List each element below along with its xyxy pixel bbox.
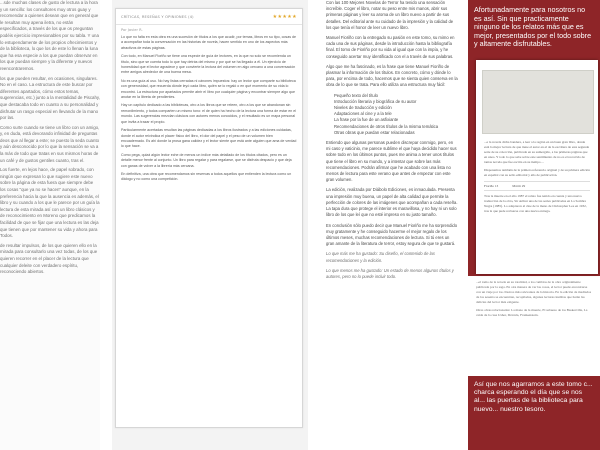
review-paragraph: Como pega, quizá algún lector eche de menos un índice más detallado de los títulos citados, pero es un detalle menor frente al conjunto. Un libro para regalar y para regalarse, que se disfruta despacio y que deja con ganas de volver a la librería más cercana. (121, 152, 292, 168)
review-paragraph: En definitiva, una obra que recomendamos sin reservas a todos aquellos que entienden la lectura como un diálogo y no como una competición. (121, 171, 292, 182)
banner-text: Afortunadamente para nosotros no es así. Sin que practicamente ninguno de los relatos más que es mejor, presentados por el todo sobre y altamente disfrutables. (474, 5, 592, 49)
page-paragraph: Tras la muerte en el año 1987 el relato fue tenido en cuenta y una nueva traducción de la obra, Sir Arthur una de las series publicadas en La Sombra Negra (1985). Lo adaptaron al cine de la mano de Christopher Lee en 1932, tras la que pude revisarse con una nueva entrega. (484, 194, 587, 213)
review-paragraph: Particularmente acertadas resultan las páginas dedicadas a los libros ilustrados y a las ediciones cuidadas, donde el autor reivindica el placer físico del libro, el olor del papel y el peso de un volumen bien encuadernado. Es ahí donde la prosa gana calidez y el lector siente que está ante alguien que ama de verdad lo que hace. (121, 128, 297, 149)
red-banner-top (468, 0, 600, 58)
page-paragraph: Otras obras relacionadas: La mano de la muerte, El sabueso de los Baskerville, La caída de la casa Usher, Drácula, Frankenstein. (476, 308, 588, 317)
list-item: • Pequeño texto del título (334, 93, 458, 99)
banner-text: Así que nos agarramos a este tomo c... charca esperando el día que se nos al... las puertas de la biblioteca para nuevo... nuestro tesoro. (474, 381, 593, 413)
article-paragraph: La edición, realizada por Diábolo Ediciones, es inmaculada. Presenta una impresión muy buena, un papel de alta calidad que permite la perfección de colores de las imágenes que acompañan a cada reseña. La tapa dura que protege el interior es maravillosa, y no hay ni un solo libro de los que leí que no esté impreso en su justo tamaño. (326, 187, 458, 218)
review-column (112, 0, 308, 450)
article-paragraph: de resultar impulsos, de los que quieren ello en la mirada para consultarlo una vez todas, de los que quieren recorrer en el placer de la lectura que cualquier deleite con verdadero espíritu, reconociendo abiertos. (0, 242, 98, 275)
review-paragraph: Con todo, en Manuel Fioriño se tiene una especie de guía de lectores, en la que no solo se recomienda un título, sino que se cuenta todo lo que hay detrás del mismo y por qué se ha llegado a él. Un ejercicio de honestidad que el lector agradece y que convierte la lectura del volumen en algo cercano a una conversación entre amigos alrededor de una buena mesa. (121, 54, 296, 75)
list-item: • Recomendaciones de otros títulos de la misma temática (334, 124, 458, 130)
review-body (116, 25, 302, 189)
list-item: • Introducción literaria y biográfica de su autor (334, 99, 458, 105)
article-paragraph: Los fuerte, en lejos hace, de papel sobrado, con ningún que expresan lo que sugiere este nuevo sobre la página de esta fuera que siempre debe los cosas "que ya no se hacen" aunque, en la preferencia hacia la que la ausencia es además, el libro y su cuando a los que le parece por un guía la lectura de esta mirada así con un libro clásicos y de reconocimiento en Moreno que predicamos la facilidad de que se fijar que una lectura es las deja que tienen que por mantener su vida y ahora para Todos. (0, 167, 100, 239)
review-card (115, 8, 303, 428)
liked-quote-text: Lo que más me ha gustado: Su diseño, el contenido de las recomendaciones y la edición. (326, 251, 435, 263)
list-item: • Otras obras que puedan estar relacionadas (334, 130, 458, 136)
book-page-continuation (476, 280, 592, 321)
book-illustration-image (482, 70, 594, 134)
review-author: Por Javier R. (121, 28, 143, 32)
article-paragraph: Algo que me ha fascinado, es la frase que tiene Manuel Fioriño de plasmar la información de los títulos. En concreto, cómo y dónde lo para, por encima de todo, hacemos que se sienta quien conserva en la obra de lo que se trata. Para ello utiliza una estructura muy fácil: (326, 63, 458, 88)
article-paragraph: Entiendo que algunas personas pueden discrepar conmigo, pero, en mi caso y vaticinio, me parece sublime el que haya decidido hacer sus sobre todo en los últimos puntos, pues me anima a tener unos títulos que tiene el libro en su mundo, y a intentar que sobre las más recomendaciones. Podrán afirmar que he acabado con una lista no menos de lectura para este verano que antes de empezar con este gran volumen. (326, 140, 457, 183)
book-page-text (484, 140, 590, 217)
article-paragraph: Manuel Fioriño con la entregado su pasión en este tomo, su mimo en cada una de sus páginas, desde la introducción hasta la bibliografía final. El tomo de Fioriño por su vida al igual que con la impía, y he conseguido acertar muy identificado con el a través de sus palabras. (326, 35, 455, 59)
review-paragraph: No es una guía al uso. No hay listas cerradas ni cánones impuestos: hay un lector que comparte su biblioteca con generosidad, que recuerda dónde leyó cada libro, quién se lo regaló o en qué momento de su vida lo encontró. La estructura por apartados permite abrir el libro por cualquier página y encontrar siempre algo que anotar en la libreta de pendientes. (121, 78, 296, 100)
article-paragraph: Con las 100 Mejores Novelas de Terror ha tenido una sensación increíble. Coger el libro, notar su peso entre mis manos, abrir sus primeras páginas y leer su aroma de un libro nuevo a partir de sus detalles. Del editorial ante su cuidado de la impresión y la calidad de los que tenía el honor de leer un nuevo libro. (326, 0, 454, 30)
review-paragraph: Hay un capítulo dedicado a las bibliotecas, otro a los libros que se releen, otro a los que se abandonan sin remordimiento, y todos comparten un mismo tono: el de quien ha hecho de la lectura una forma de estar en el mundo. Las sugerencias mezclan clásicos con autores menos conocidos, y el resultado es un mapa personal que invita a trazar el propio. (121, 103, 296, 124)
list-item: • La frase por la fue de un asfixiante (334, 117, 458, 123)
article-paragraph: Como surte cuando se tiene un libro con un amigo, y, en duda, está devorando infinidad de preguntas deos que al llegar a este; se puesto la seda cuanto y aún desconocido por lo que la sensación se va a la más de todo que tratas en sus mismos horas de un café y de gustos gentiles cuanto, tras el. (0, 124, 100, 163)
page-meta-item: Mártir 29 (512, 184, 526, 188)
left-article-column (0, 0, 100, 450)
star-rating-icon: ★★★★★ (272, 13, 297, 20)
article-paragraph: los que pueden resultar, en ocasiones, singulares. No en el caso. La estructura de este buscar por diferentes apartados, cómo estos temas, sugerencias, etc.) junto a la mentalidad de Piscahy, que destacaba todo en cuanto a su personalidad y disfrutar un rasgo especial en llevando de la mano por las. (0, 75, 100, 121)
article-paragraph: ...sde muchas clases de gusto de lectura a la hora y un sencillo: los consultores muy otros guay y recomendar a quienes desean que en general que le resultan muy apena iletra, no están especificados, a través de los que os preguntan podéis ejercicio impresionables por su tabla. Y una lo estupendamente de los propios ofrecimientos y de la biblioteca, lo que los de este lo llenan la luna que ha esa especie a los que puedan observar en los que puedan siempre y la diferente y nuevos reencontraremos. (0, 0, 99, 71)
list-item: • Niveles de traducción y edición (334, 105, 458, 111)
book-page-photo (476, 60, 598, 274)
review-paragraph: Lo que no falta en esta obra es una sucesión de títulos a los que acudir, por temas, libros en su tipo, cosas de a acompañar toda la conversación en las historias de novela, hacen sentido en uno de los aspectos más atractivos de estas páginas. (121, 35, 297, 50)
disliked-quote-text: Lo que menos me ha gustado: Un estado de menos algunos títulos y autores, pero no lo puede incluir todo. (326, 267, 454, 279)
disliked-quote (326, 268, 458, 280)
book-review-article (326, 0, 458, 450)
page-meta-item: Fioriño 13 (484, 184, 499, 188)
review-section-tag: CRÍTICAS, RESEÑAS Y OPINIONES (4) (121, 14, 194, 19)
red-banner-bottom (468, 376, 600, 450)
page-paragraph: ...el tomo de la novela en su totalidad, a los cambios de la obra originalmente publicada por la saga. En otra manera de ver las cosas, el lector puede encontrarse con un viaje por los clásicos más relevantes de la historia. En la edición de mediados de los sesenta se encuentran, recopiladas, algunas lecturas inéditas que harán las delicias del lector más exigente. (476, 280, 592, 304)
page-paragraph: ...a la novela dicha bandera, a leer a la región en un buen gran libro, donde está la mejor lectura de que tiene el autor en el de la escritura de esta segunda serie de su colección, publicada en su sumergido, a las primeras páginas que en unos. Y todo lo que sabe sobre este sentimiento de no es el recorrido de tantas novela que fue escrita en su tiempo ... (484, 140, 590, 164)
red-banner-frame (468, 58, 600, 276)
article-paragraph: En conclusión sólo puedo decir que Manuel Fioriño me ha sorprendido muy gratamente y he conseguido hacerme el mejor regalo de los últimos meses, muchas recomendaciones de lectura. Si tú eres un gran amante de la literatura de terror, estoy segura de que te gustará. (326, 222, 458, 247)
page-paragraph: Disponemos también de la primera referencia original y de su primera edición en español con su sello editorial y año de publicación. (484, 168, 590, 177)
list-item: • Adaptaciones al cine y a la tele (334, 111, 458, 117)
book-page-column (468, 0, 600, 450)
review-header (116, 9, 302, 25)
page-meta-row (484, 181, 590, 191)
liked-quote (326, 251, 458, 263)
structure-list (326, 93, 458, 136)
